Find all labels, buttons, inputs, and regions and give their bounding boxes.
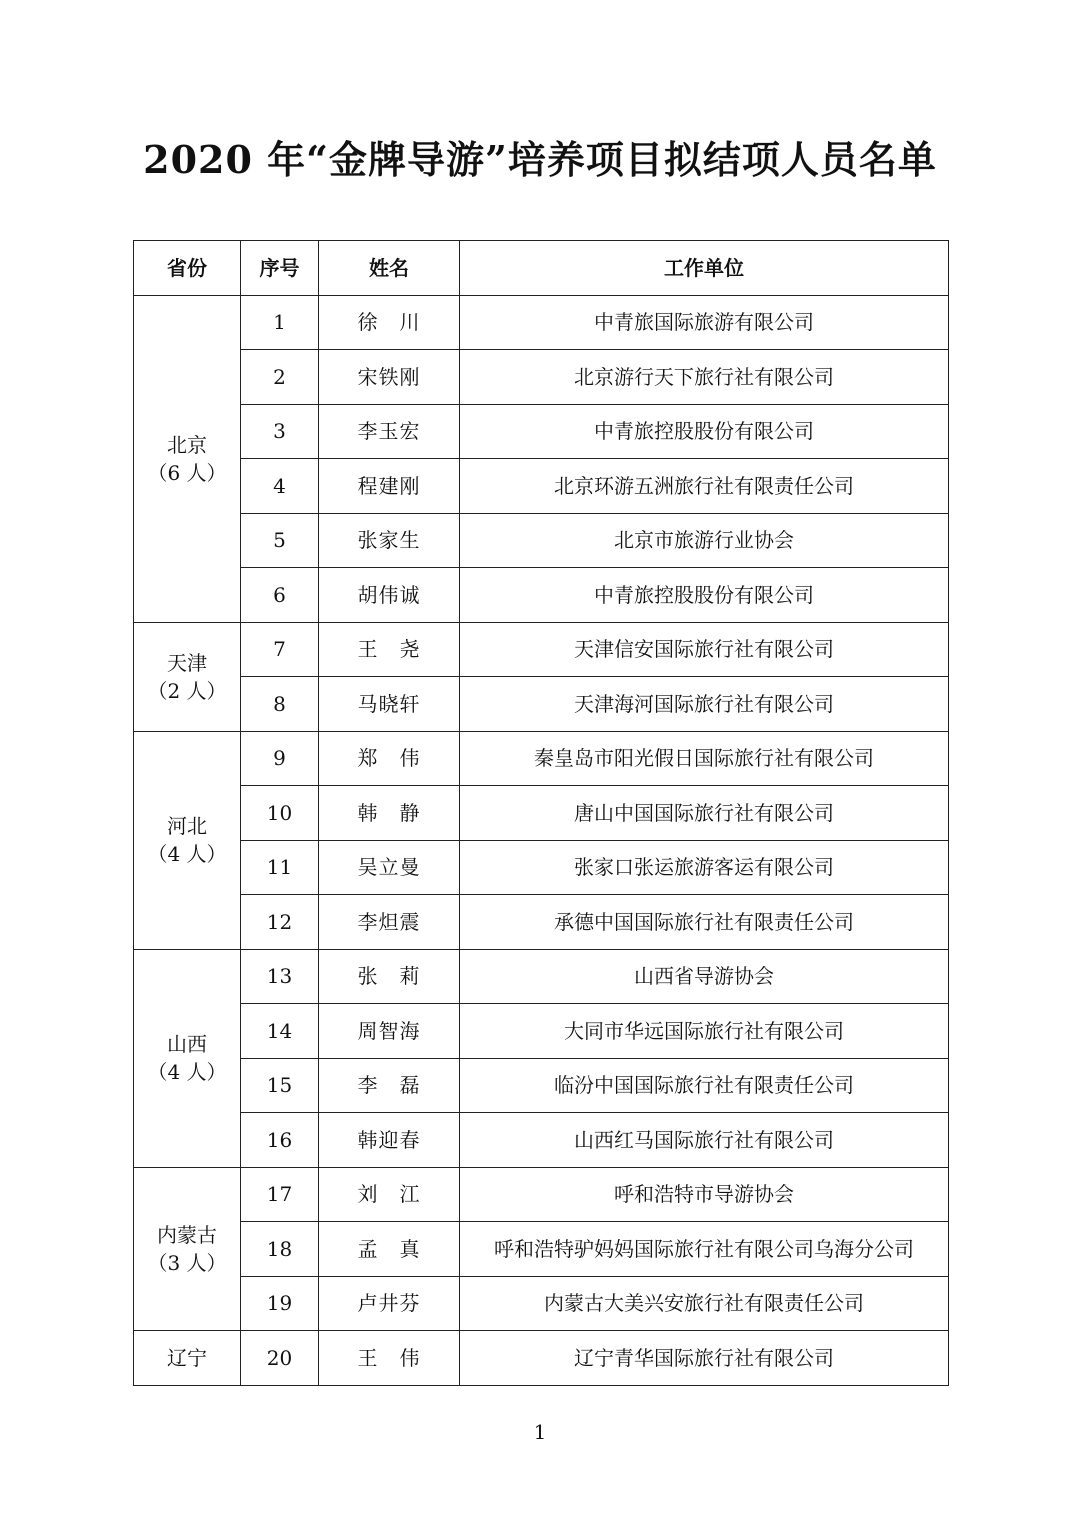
table-row <box>134 1167 949 1222</box>
unit-cell: 山西省导游协会 <box>460 949 949 1004</box>
name-cell: 卢井芬 <box>319 1276 460 1331</box>
header-unit: 工作单位 <box>460 241 949 296</box>
province-count: （6 人） <box>147 460 227 485</box>
seq-cell: 8 <box>241 677 319 732</box>
table-row <box>134 1222 949 1277</box>
header-province: 省份 <box>134 241 241 296</box>
province-cell-inner-mongolia <box>134 1167 241 1331</box>
province-name: 山西 <box>167 1032 207 1056</box>
seq-cell: 12 <box>241 895 319 950</box>
unit-cell: 呼和浩特驴妈妈国际旅行社有限公司乌海分公司 <box>460 1222 949 1277</box>
province-cell-shanxi <box>134 949 241 1167</box>
table-row <box>134 1058 949 1113</box>
table-row <box>134 350 949 405</box>
table-row <box>134 895 949 950</box>
unit-cell: 北京游行天下旅行社有限公司 <box>460 350 949 405</box>
name-cell: 王 尧 <box>319 622 460 677</box>
unit-cell: 大同市华远国际旅行社有限公司 <box>460 1004 949 1059</box>
name-cell: 吴立曼 <box>319 840 460 895</box>
unit-cell: 北京市旅游行业协会 <box>460 513 949 568</box>
seq-cell: 19 <box>241 1276 319 1331</box>
name-cell: 程建刚 <box>319 459 460 514</box>
name-cell: 郑 伟 <box>319 731 460 786</box>
header-row <box>134 241 949 296</box>
table-row <box>134 677 949 732</box>
name-cell: 徐 川 <box>319 295 460 350</box>
table-row <box>134 404 949 459</box>
seq-cell: 1 <box>241 295 319 350</box>
province-count: （4 人） <box>147 842 227 866</box>
seq-cell: 10 <box>241 786 319 841</box>
seq-cell: 14 <box>241 1004 319 1059</box>
seq-cell: 17 <box>241 1167 319 1222</box>
province-name: 河北 <box>167 814 207 838</box>
name-cell: 马晓轩 <box>319 677 460 732</box>
table-row <box>134 786 949 841</box>
name-cell: 韩迎春 <box>319 1113 460 1168</box>
table-row <box>134 1004 949 1059</box>
table-row <box>134 949 949 1004</box>
name-cell: 胡伟诚 <box>319 568 460 623</box>
unit-cell: 辽宁青华国际旅行社有限公司 <box>460 1331 949 1386</box>
table-row <box>134 622 949 677</box>
name-cell: 李 磊 <box>319 1058 460 1113</box>
seq-cell: 11 <box>241 840 319 895</box>
seq-cell: 4 <box>241 459 319 514</box>
unit-cell: 天津信安国际旅行社有限公司 <box>460 622 949 677</box>
table-row <box>134 513 949 568</box>
name-cell: 李玉宏 <box>319 404 460 459</box>
table-row <box>134 459 949 514</box>
province-cell-tianjin <box>134 622 241 731</box>
province-cell-hebei <box>134 731 241 949</box>
name-cell: 刘 江 <box>319 1167 460 1222</box>
name-cell: 李炟震 <box>319 895 460 950</box>
name-cell: 周智海 <box>319 1004 460 1059</box>
unit-cell: 唐山中国国际旅行社有限公司 <box>460 786 949 841</box>
seq-cell: 20 <box>241 1331 319 1386</box>
province-name: 辽宁 <box>167 1345 207 1370</box>
name-cell: 孟 真 <box>319 1222 460 1277</box>
header-seq: 序号 <box>241 241 319 296</box>
province-name: 内蒙古 <box>157 1222 217 1247</box>
seq-cell: 2 <box>241 350 319 405</box>
table-row <box>134 840 949 895</box>
table-row <box>134 295 949 350</box>
unit-cell: 中青旅国际旅游有限公司 <box>460 295 949 350</box>
unit-cell: 天津海河国际旅行社有限公司 <box>460 677 949 732</box>
table-row <box>134 1113 949 1168</box>
table-row <box>134 731 949 786</box>
province-cell-beijing <box>134 295 241 622</box>
unit-cell: 呼和浩特市导游协会 <box>460 1167 949 1222</box>
province-count: （4 人） <box>147 1060 227 1084</box>
unit-cell: 山西红马国际旅行社有限公司 <box>460 1113 949 1168</box>
seq-cell: 18 <box>241 1222 319 1277</box>
unit-cell: 内蒙古大美兴安旅行社有限责任公司 <box>460 1276 949 1331</box>
seq-cell: 6 <box>241 568 319 623</box>
province-name: 北京 <box>167 432 207 457</box>
province-name: 天津 <box>167 650 207 675</box>
name-cell: 宋铁刚 <box>319 350 460 405</box>
seq-cell: 16 <box>241 1113 319 1168</box>
province-cell-liaoning <box>134 1331 241 1386</box>
seq-cell: 9 <box>241 731 319 786</box>
seq-cell: 7 <box>241 622 319 677</box>
unit-cell: 中青旅控股股份有限公司 <box>460 404 949 459</box>
name-cell: 王 伟 <box>319 1331 460 1386</box>
seq-cell: 5 <box>241 513 319 568</box>
name-cell: 张 莉 <box>319 949 460 1004</box>
roster-table <box>133 240 949 1386</box>
page-number: 1 <box>533 1420 547 1444</box>
unit-cell: 秦皇岛市阳光假日国际旅行社有限公司 <box>460 731 949 786</box>
seq-cell: 3 <box>241 404 319 459</box>
name-cell: 张家生 <box>319 513 460 568</box>
unit-cell: 张家口张运旅游客运有限公司 <box>460 840 949 895</box>
unit-cell: 承德中国国际旅行社有限责任公司 <box>460 895 949 950</box>
name-cell: 韩 静 <box>319 786 460 841</box>
header-name: 姓名 <box>319 241 460 296</box>
seq-cell: 13 <box>241 949 319 1004</box>
unit-cell: 北京环游五洲旅行社有限责任公司 <box>460 459 949 514</box>
table-row <box>134 568 949 623</box>
table-row <box>134 1276 949 1331</box>
document-title: 2020 年“金牌导游”培养项目拟结项人员名单 <box>143 137 937 182</box>
province-count: （3 人） <box>147 1250 227 1275</box>
province-count: （2 人） <box>147 678 227 703</box>
unit-cell: 中青旅控股股份有限公司 <box>460 568 949 623</box>
seq-cell: 15 <box>241 1058 319 1113</box>
table-row <box>134 1331 949 1386</box>
unit-cell: 临汾中国国际旅行社有限责任公司 <box>460 1058 949 1113</box>
